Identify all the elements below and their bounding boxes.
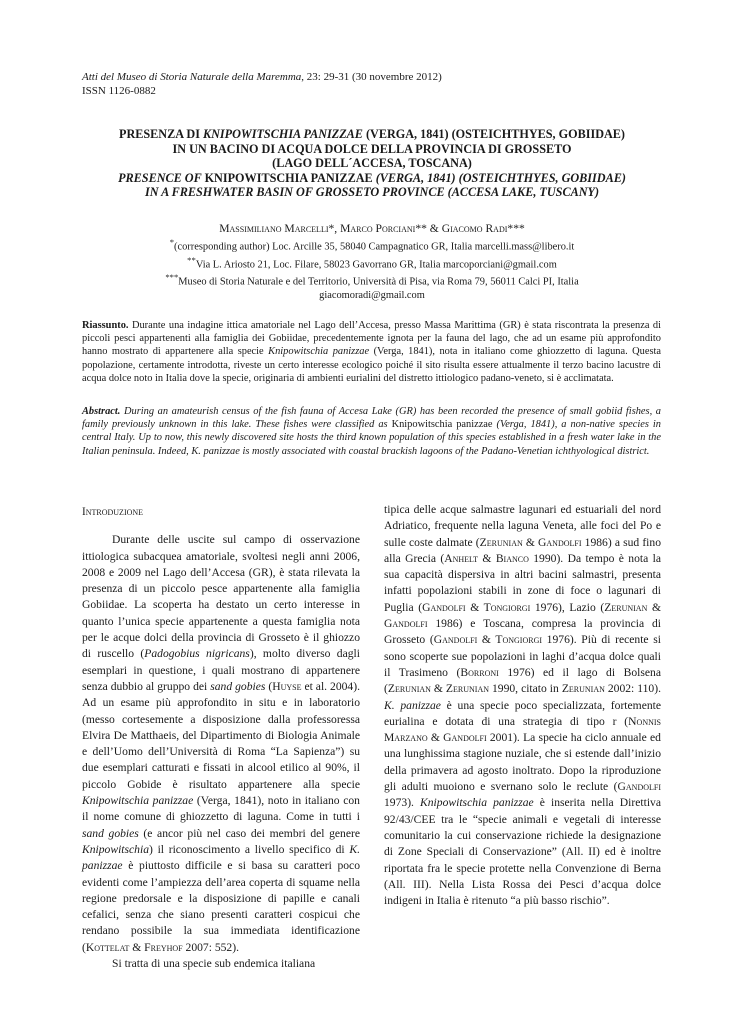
affiliations xyxy=(82,236,662,302)
text: tipica delle acque salmastre lagunari ed estuariali del nord Adriatico, frequente nella laguna Veneta, alle foci del Po e sulle coste dalmate ( xyxy=(384,503,661,549)
text: è inserita nella Direttiva 92/43/CEE tra le “specie animali e vegetali di interesse comunitario la cui conservazione richiede la designazione di Zone Speciali di Conservazione” (All. II) ed è inoltre riportata fra le specie protette nella Convenzione di Berna (All. III). Nella Lista Rossa dei Pesci d’acqua dolce indigeni in Italia è ritenuto “a più basso rischio”. xyxy=(384,796,661,908)
text: è piuttosto difficile e si basa su caratteri poco evidenti come l’ampiezza dell’area coperta di squame nella regione predorsale e la disposizione di papille e canali cefalici, senza che siano presenti caratteri cospicui che rendano possibile la sua immediata identificazione ( xyxy=(82,859,360,954)
paragraph xyxy=(82,532,360,956)
author-sep: , xyxy=(334,222,341,235)
author-mark: *** xyxy=(507,222,525,235)
term: sand gobies xyxy=(210,679,266,693)
abstract-label: Abstract. xyxy=(82,406,121,417)
paragraph xyxy=(384,502,661,909)
riassunto-species: Knipowitschia panizzae xyxy=(268,346,370,358)
term: sand gobies xyxy=(82,826,139,840)
text: Durante delle uscite sul campo di osservazione ittiologica subacquea amatoriale, svoltesi negli anni 2006, 2008 e 2009 nel Lago dell’Accesa (GR), è stata rilevata la presenza di un piccolo pesce appartenente alla famiglia Gobiidae. La scoperta ha destato un certo interesse in quanto l’unica specie appartenente a questa famiglia nota per le acque dolci della provincia di Grosseto è il ghiozzo di ruscello ( xyxy=(82,533,360,661)
text: 2002: 110). xyxy=(604,682,661,696)
author-mark: * xyxy=(328,222,335,235)
affiliation-text: Via L. Ariosto 21, Loc. Filare, 58023 Gavorrano GR, Italia marcoporciani@gmail.com xyxy=(195,259,557,271)
species-name: K. panizzae xyxy=(82,842,360,873)
section-heading: Introduzione xyxy=(82,506,144,518)
text: et al. 2004). Ad un esame più approfondito in situ e in laboratorio (messo cortesemente a disposizione dalla professoressa Elvira De Matthaeis, del Dipartimento di Biologia Animale e dell’Uomo dell’Università di Roma “La Sapienza”) su due esemplari catturati e fissati in alcool etilico al 90%, il piccolo Gobide è risultato appartenere alla specie xyxy=(82,679,360,791)
title-en-part: (VERGA, 1841) (OSTEICHTHYES, GOBIIDAE) xyxy=(372,170,626,185)
author-sep: & xyxy=(426,222,442,235)
citation-author: Zerunian & Zerunian xyxy=(387,682,490,696)
affiliation xyxy=(82,289,662,302)
author-mark: ** xyxy=(415,222,427,235)
text: ) il riconoscimento a livello specifico di xyxy=(149,842,350,856)
author-name: Marco Porciani xyxy=(340,222,416,235)
text: 1986) a sud fino alla Grecia ( xyxy=(384,535,662,565)
affiliation-text: Museo di Storia Naturale e del Territorio, Università di Pisa, via Roma 79, 56011 Calci PI, Italia xyxy=(178,276,579,288)
title-english xyxy=(82,171,662,200)
title-en-part: PRESENCE OF xyxy=(118,170,205,185)
riassunto-text: Durante una indagine ittica amatoriale nel Lago dell’Accesa, presso Massa Marittima (GR) è stata riscontrata la presenza di piccoli pesci appartenenti alla famiglia dei Gobiidae, precedentemente ignota per la fauna del lago, che ad un esame più approfondito hanno mostrato di appartenere alla specie xyxy=(82,320,661,358)
title-en-species: KNIPOWITSCHIA PANIZZAE xyxy=(204,170,373,185)
species-name: Knipowitschia panizzae xyxy=(420,796,534,810)
text: 1976) ed il lago di Bolsena ( xyxy=(384,665,661,696)
citation-author: Nonnis Marzano & Gandolfi xyxy=(384,714,661,745)
right-column xyxy=(384,502,661,909)
genus-name: Knipowitschia xyxy=(82,842,149,856)
citation-author: Anhelt & Bianco xyxy=(444,551,529,565)
riassunto-text: (Verga, 1841), nota in italiano come ghiozzetto di laguna. Questa popolazione, certamente introdotta, riveste un certo interesse ecologico poiché il sito risulta essere attualmente il terzo bacino lacustre di acqua dolce noto in Italia dove la specie, originaria di ambienti eurialini del distretto ittiologico padano-veneto, si è acclimatata. xyxy=(82,346,662,384)
author-name: Giacomo Radi xyxy=(441,222,508,235)
title-it-part: (VERGA, 1841) (OSTEICHTHYES, GOBIIDAE) xyxy=(362,127,625,141)
title-italian xyxy=(82,127,662,171)
text: 1973). xyxy=(384,796,421,810)
text: 2001). La specie ha ciclo annuale ed una lunghissima stagione nuziale, che si estende dall’inizio della primavera ad agosto inoltrato. Dopo la riproduzione gli adulti muoiono e svernano solo le reclute ( xyxy=(384,731,661,794)
authors xyxy=(82,222,662,236)
affiliation-mark: * xyxy=(169,237,175,247)
text: 1976). Più di recente si sono scoperte sue popolazioni in laghi d’acqua dolce quali il Trasimeno ( xyxy=(384,633,661,679)
riassunto-label: Riassunto. xyxy=(82,320,129,331)
species-name: Knipowitschia panizzae xyxy=(82,794,194,808)
left-column xyxy=(82,504,360,972)
citation-author: Borroni xyxy=(460,665,499,679)
title-it-line3: (LAGO DELL´ACCESA, TOSCANA) xyxy=(272,156,472,170)
abstract xyxy=(82,405,661,458)
text: (e ancor più nel caso dei membri del genere xyxy=(138,826,360,840)
text: è una specie poco specializzata, fortemente eurialina e dotata di una strategia di tipo r ( xyxy=(384,698,661,728)
text: ( xyxy=(265,679,273,693)
citation-author: Gandolfi & Tongiorgi xyxy=(433,633,543,647)
author-name: Massimiliano Marcelli xyxy=(219,222,329,235)
riassunto xyxy=(82,319,661,385)
text: (Verga, 1841), noto in italiano con il nome comune di ghiozzetto di laguna. Come in tutti i xyxy=(82,794,360,824)
text: 1990). Da tempo è nota la sua capacità dispersiva in altri bacini salmastri, presenta infatti popolazioni stabili in zone di foce o lagunari di Puglia ( xyxy=(384,551,661,614)
title-it-species: KNIPOWITSCHIA PANIZZAE xyxy=(202,127,363,141)
text: 1986) e Toscana, compresa la provincia di Grosseto ( xyxy=(384,617,661,647)
citation-author: Gandolfi & Tongiorgi xyxy=(422,600,531,614)
affiliation-text: giacomoradi@gmail.com xyxy=(319,290,425,302)
title-en-line2: IN A FRESHWATER BASIN OF GROSSETO PROVINCE (ACCESA LAKE, TUSCANY) xyxy=(144,185,600,199)
title-it-line2: IN UN BACINO DI ACQUA DOLCE DELLA PROVINCIA DI GROSSETO xyxy=(172,141,572,156)
affiliation-mark: *** xyxy=(165,272,179,283)
citation-author: Zerunian & Gandolfi xyxy=(384,600,661,631)
issn: ISSN 1126-0882 xyxy=(82,85,156,97)
species-name: Padogobius nigricans xyxy=(144,647,250,661)
citation-author: Kottelat & Freyhof xyxy=(85,940,183,954)
paragraph: Si tratta di una specie sub endemica italiana xyxy=(112,957,316,971)
journal-header xyxy=(82,70,442,98)
citation-author: Zerunian xyxy=(561,682,605,696)
title-block xyxy=(82,127,662,200)
text: ), molto diverso dagli esemplari in questione, i quali mostrano di appartenere senza dubbio al gruppo dei xyxy=(82,647,360,693)
species-name: K. panizzae xyxy=(384,698,441,712)
abstract-text: (Verga, 1841), a non-native species in central Italy. Up to now, this newly discovered site hosts the third known population of this species established in a fresh water lake in the Italian peninsula. Indeed, K. panizzae is mostly associated with coastal brackish lagoons of the Padano-Venetian ichthyological district. xyxy=(82,419,662,457)
abstract-text: During an amateurish census of the fish fauna of Accesa Lake (GR) has been recorded the presence of small gobiid fishes, a family previously unknown in this lake. These fishes were classified as xyxy=(82,406,661,431)
affiliation-text: (corresponding author) Loc. Arcille 35, 58040 Campagnatico GR, Italia marcelli.mass@libero.it xyxy=(174,241,575,253)
abstract-species: Knipowitschia panizzae xyxy=(391,419,493,431)
journal-volume: , 23: 29-31 (30 novembre 2012) xyxy=(301,71,442,83)
affiliation xyxy=(82,236,662,254)
affiliation xyxy=(82,271,662,289)
text: 1976), Lazio ( xyxy=(530,600,605,614)
affiliation xyxy=(82,254,662,272)
citation-author: Zerunian & Gandolfi xyxy=(479,535,582,549)
affiliation-mark: ** xyxy=(187,254,196,265)
text: 2007: 552). xyxy=(182,940,239,954)
journal-name: Atti del Museo di Storia Naturale della Maremma xyxy=(82,71,302,83)
title-it-part: PRESENZA DI xyxy=(119,127,203,141)
text: 1990, citato in xyxy=(489,682,562,696)
citation-author: Huyse xyxy=(272,679,302,693)
citation-author: Gandolfi xyxy=(617,780,661,794)
